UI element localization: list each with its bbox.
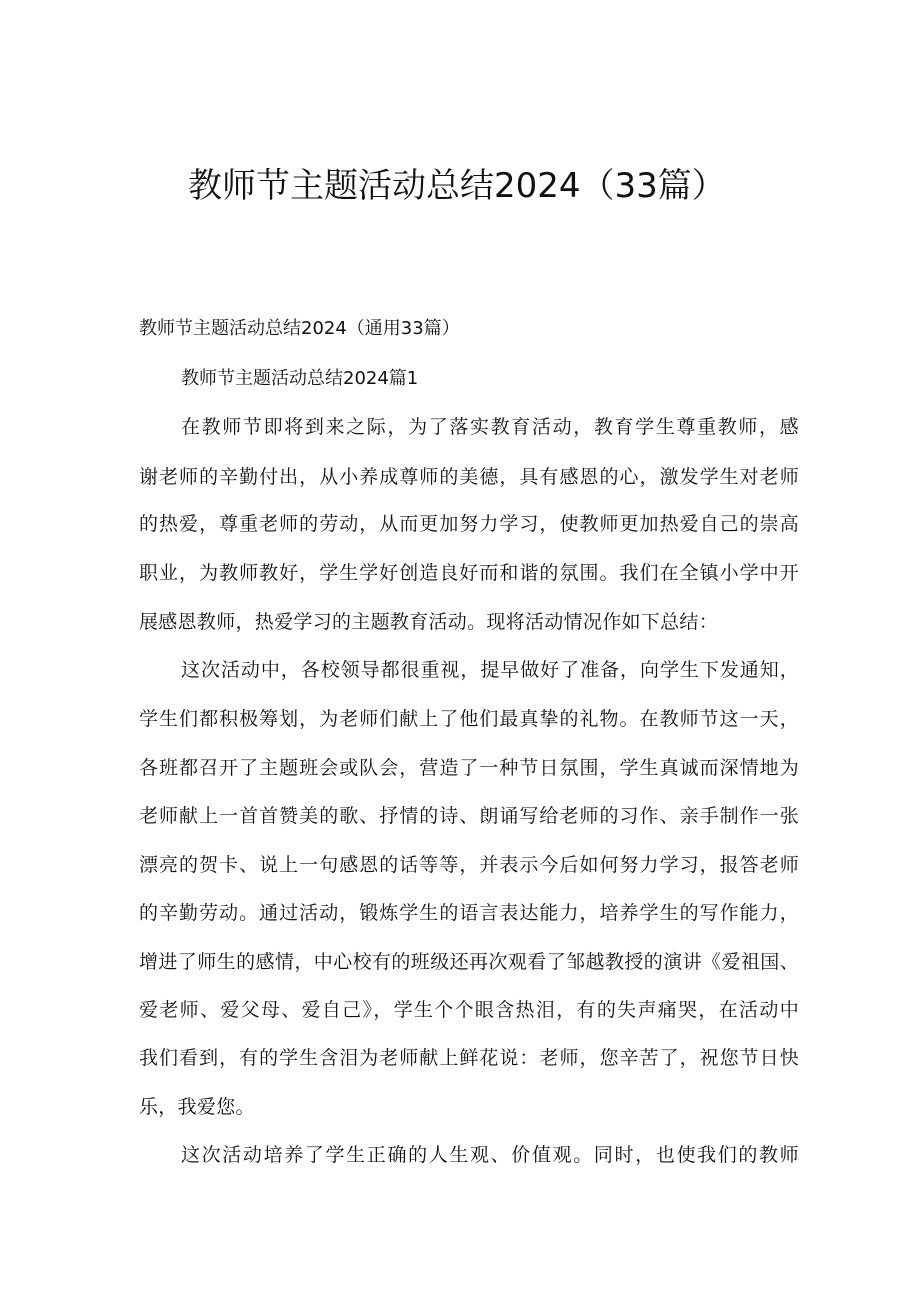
paragraph-line: 老师献上一首首赞美的歌、抒情的诗、朗诵写给老师的习作、亲手制作一张: [139, 805, 799, 827]
paragraph-line: 漂亮的贺卡、说上一句感恩的话等等，并表示今后如何努力学习，报答老师: [139, 854, 799, 876]
paragraph-line: 的辛勤劳动。通过活动，锻炼学生的语言表达能力，培养学生的写作能力，: [139, 902, 799, 924]
paragraph-line: 各班都召开了主题班会或队会，营造了一种节日氛围，学生真诚而深情地为: [139, 757, 799, 779]
paragraph-line: 学生们都积极筹划，为老师们献上了他们最真挚的礼物。在教师节这一天，: [139, 708, 799, 730]
paragraph-line: 展感恩教师，热爱学习的主题教育活动。现将活动情况作如下总结：: [139, 611, 719, 633]
document-title: 教师节主题活动总结2024（33篇）: [188, 166, 726, 206]
paragraph-line: 的热爱，尊重老师的劳动，从而更加努力学习，使教师更加热爱自己的崇高: [139, 513, 799, 535]
paragraph-line: 我们看到，有的学生含泪为老师献上鲜花说：老师，您辛苦了，祝您节日快: [139, 1047, 799, 1069]
paragraph-line: 这次活动中，各校领导都很重视，提早做好了准备，向学生下发通知，: [181, 659, 799, 681]
paragraph-line: 增进了师生的感情，中心校有的班级还再次观看了邹越教授的演讲《爱祖国、: [139, 951, 799, 973]
paragraph-line: 这次活动培养了学生正确的人生观、价值观。同时，也使我们的教师: [181, 1144, 799, 1166]
paragraph-line: 职业，为教师教好，学生学好创造良好而和谐的氛围。我们在全镇小学中开: [139, 562, 799, 584]
paragraph-line: 谢老师的辛勤付出，从小养成尊师的美德，具有感恩的心，激发学生对老师: [139, 466, 799, 488]
paragraph-line: 乐，我爱您。: [139, 1096, 255, 1118]
section-heading: 教师节主题活动总结2024篇1: [181, 368, 419, 389]
paragraph-line: 在教师节即将到来之际，为了落实教育活动，教育学生尊重教师，感: [181, 416, 799, 438]
document-subtitle: 教师节主题活动总结2024（通用33篇）: [139, 318, 460, 339]
paragraph-line: 爱老师、爱父母、爱自己》，学生个个眼含热泪，有的失声痛哭，在活动中: [139, 999, 799, 1021]
